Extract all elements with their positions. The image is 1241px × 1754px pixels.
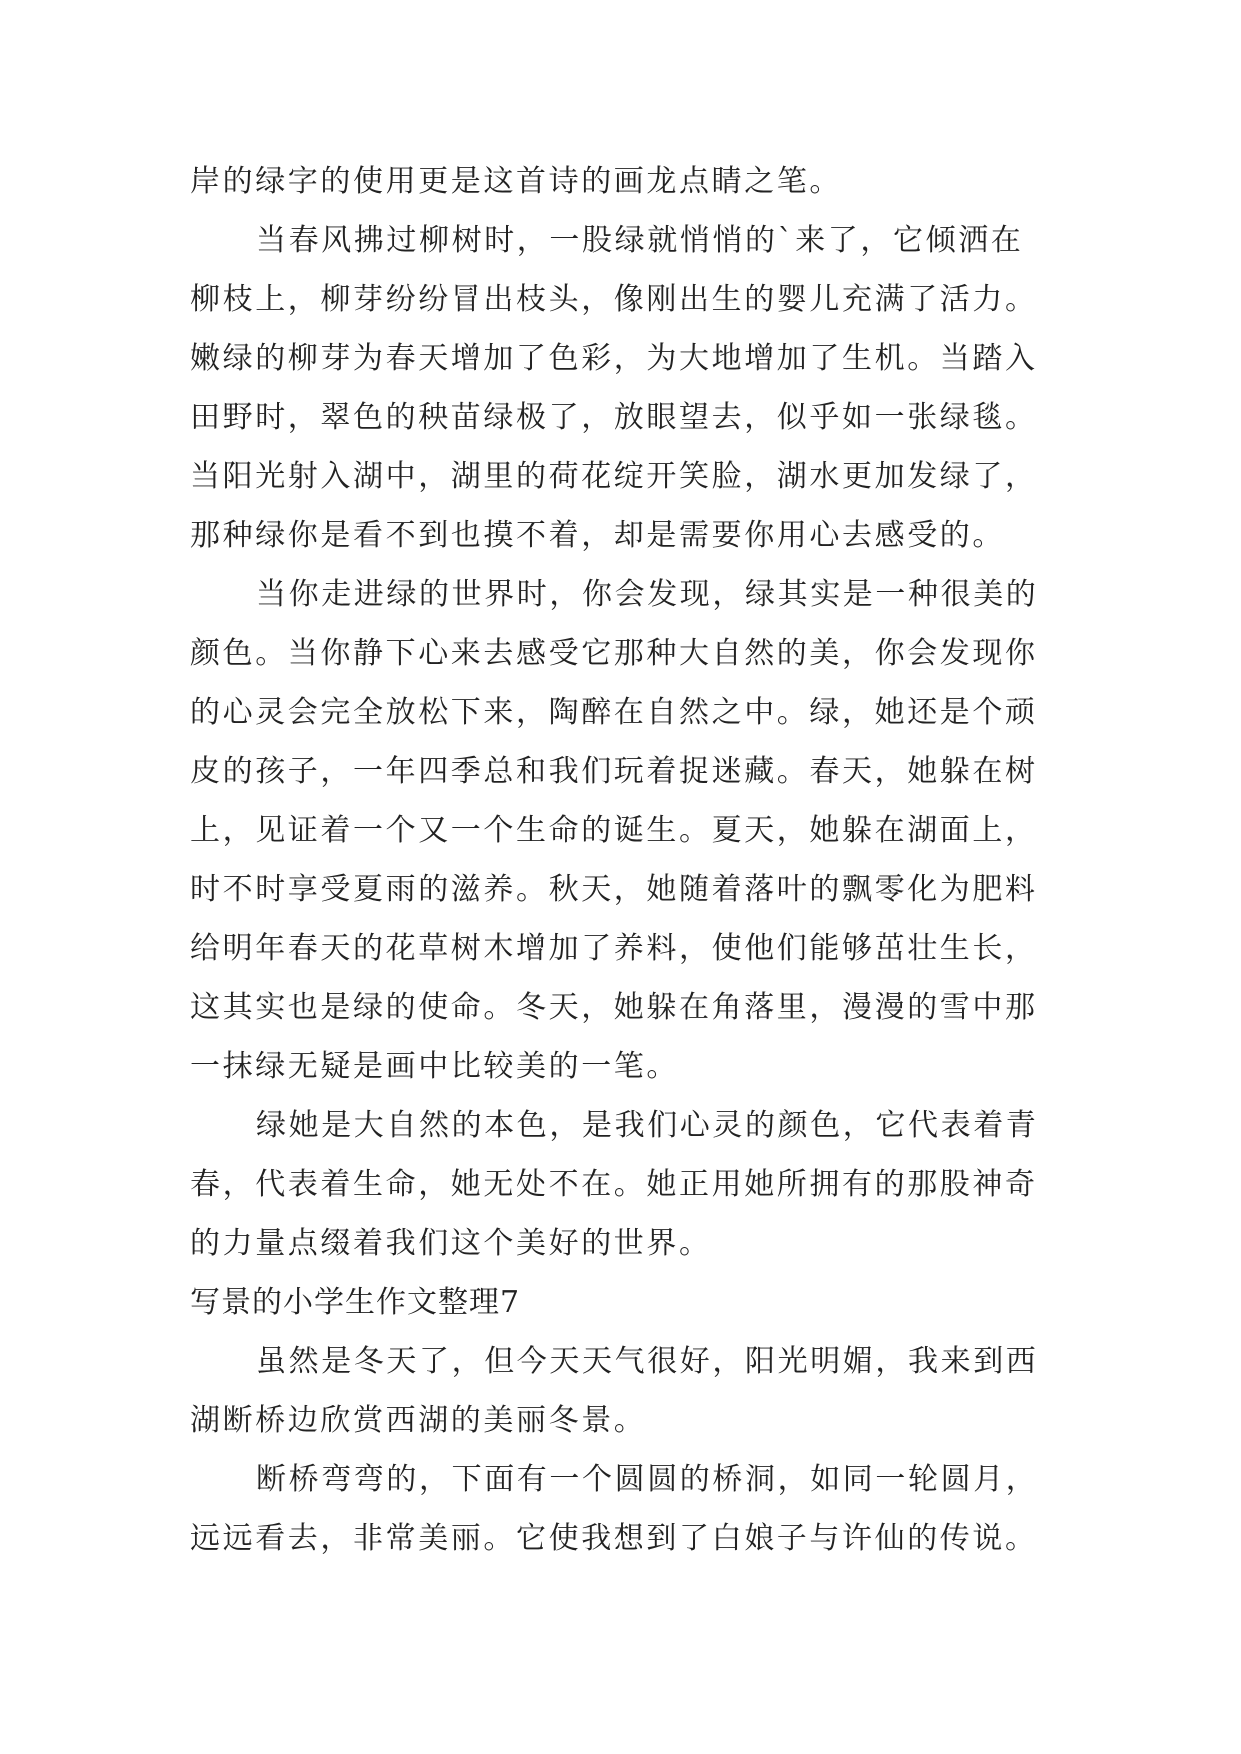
paragraph [190,1096,1070,1273]
text-line: 一抹绿无疑是画中比较美的一笔。 [190,1049,679,1084]
text-line: 上，见证着一个又一个生命的诞生。夏天，她躲在湖面上， [190,813,1038,848]
paragraph [190,565,1070,1096]
text-line: 春，代表着生命，她无处不在。她正用她所拥有的那股神奇 [190,1167,1038,1202]
text-line: 田野时，翠色的秧苗绿极了，放眼望去，似乎如一张绿毯。 [190,400,1038,435]
text-line: 断桥弯弯的，下面有一个圆圆的桥洞，如同一轮圆月， [256,1462,1039,1497]
section-heading [190,1273,1070,1332]
text-line: 这其实也是绿的使命。冬天，她躲在角落里，漫漫的雪中那 [190,990,1038,1025]
text-line: 虽然是冬天了，但今天天气很好，阳光明媚，我来到西 [256,1344,1039,1379]
text-line: 的力量点缀着我们这个美好的世界。 [190,1226,712,1261]
text-line: 当你走进绿的世界时，你会发现，绿其实是一种很美的 [256,577,1039,612]
text-line: 给明年春天的花草树木增加了养料，使他们能够茁壮生长， [190,931,1038,966]
paragraph [190,211,1070,565]
text-line: 岸的绿字的使用更是这首诗的画龙点睛之笔。 [190,164,842,199]
paragraph [190,1450,1070,1568]
text-line: 颜色。当你静下心来去感受它那种大自然的美，你会发现你 [190,636,1038,671]
text-line: 那种绿你是看不到也摸不着，却是需要你用心去感受的。 [190,518,1005,553]
text-line: 皮的孩子，一年四季总和我们玩着捉迷藏。春天，她躲在树 [190,754,1038,789]
text-line: 远远看去，非常美丽。它使我想到了白娘子与许仙的传说。 [190,1521,1038,1556]
text-line: 嫩绿的柳芽为春天增加了色彩，为大地增加了生机。当踏入 [190,341,1038,376]
text-line: 的心灵会完全放松下来，陶醉在自然之中。绿，她还是个顽 [190,695,1038,730]
text-line: 湖断桥边欣赏西湖的美丽冬景。 [190,1403,647,1438]
text-line: 柳枝上，柳芽纷纷冒出枝头，像刚出生的婴儿充满了活力。 [190,282,1038,317]
paragraph [190,1332,1070,1450]
text-line: 当阳光射入湖中，湖里的荷花绽开笑脸，湖水更加发绿了， [190,459,1038,494]
text-line: 绿她是大自然的本色，是我们心灵的颜色，它代表着青 [256,1108,1039,1143]
document-page [190,152,1070,1568]
text-line: 当春风拂过柳树时，一股绿就悄悄的`来了，它倾洒在 [256,223,1024,258]
text-line: 写景的小学生作文整理7 [190,1285,521,1320]
text-line: 时不时享受夏雨的滋养。秋天，她随着落叶的飘零化为肥料 [190,872,1038,907]
paragraph [190,152,1070,211]
